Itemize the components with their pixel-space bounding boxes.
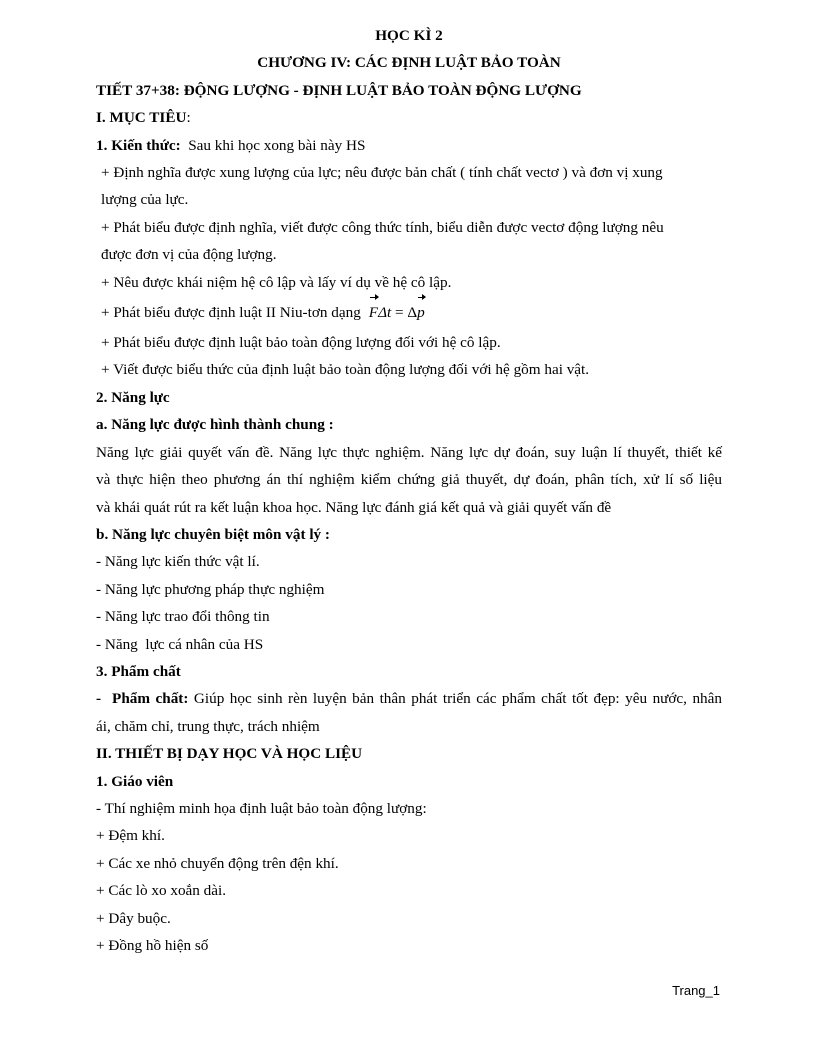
general-competence-line-1: Năng lực giải quyết vấn đề. Năng lực thực nghiệm. Năng lực dự đoán, suy luận lí thuyết, thiết kế xyxy=(96,443,722,461)
knowledge-item-3: + Nêu được khái niệm hệ cô lập và lấy ví dụ về hệ cô lập. xyxy=(101,273,452,291)
delta-symbol: Δ xyxy=(407,304,418,322)
specific-competence-item: - Năng lực trao đổi thông tin xyxy=(96,608,270,626)
equipment-item: - Thí nghiệm minh họa định luật bảo toàn động lượng: xyxy=(96,799,427,817)
competence-heading: 2. Năng lực xyxy=(96,388,170,406)
chapter-heading: CHƯƠNG IV: CÁC ĐỊNH LUẬT BẢO TOÀN xyxy=(257,54,561,72)
page-number: Trang_1 xyxy=(672,983,720,998)
quality-heading: 3. Phẩm chất xyxy=(96,662,181,680)
knowledge-item-4-text: + Phát biểu được định luật II Niu-tơn dạng xyxy=(101,304,361,322)
knowledge-item-5: + Phát biểu được định luật bảo toàn động lượng đối với hệ cô lập. xyxy=(101,334,501,352)
general-competence-line-3: và khái quát rút ra kết luận khoa học. Năng lực đánh giá kết quả và giải quyết vấn đề xyxy=(96,498,612,516)
section-equipment-title: II. THIẾT BỊ DẠY HỌC VÀ HỌC LIỆU xyxy=(96,745,363,763)
equals-symbol: = xyxy=(391,304,408,322)
newton-formula xyxy=(369,296,425,329)
knowledge-item-4 xyxy=(96,296,722,329)
knowledge-item-6: + Viết được biểu thức của định luật bảo toàn động lượng đối với hệ gồm hai vật. xyxy=(101,361,590,379)
equipment-item: + Dây buộc. xyxy=(96,909,171,927)
knowledge-item-1a: + Định nghĩa được xung lượng của lực; nêu được bản chất ( tính chất vectơ ) và đơn vị xung xyxy=(101,164,663,182)
lesson-heading: TIẾT 37+38: ĐỘNG LƯỢNG - ĐỊNH LUẬT BẢO TOÀN ĐỘNG LƯỢNG xyxy=(96,81,582,99)
document-page xyxy=(96,22,722,959)
general-competence-line-2: và thực hiện theo phương án thí nghiệm kiểm chứng giả thuyết, dự đoán, phân tích, xử lí số liệu xyxy=(96,471,722,489)
delta-t-symbol: Δt xyxy=(378,304,392,322)
equipment-item: + Đồng hồ hiện số xyxy=(96,937,209,954)
quality-line-1 xyxy=(96,685,722,712)
knowledge-item-1b: lượng của lực. xyxy=(101,191,189,209)
quality-line-2: ái, chăm chỉ, trung thực, trách nhiệm xyxy=(96,717,320,735)
momentum-vector-symbol: p xyxy=(417,296,425,329)
equipment-item: + Các lò xo xoắn dài. xyxy=(96,882,227,900)
knowledge-heading-line xyxy=(96,132,722,159)
quality-text-1: Giúp học sinh rèn luyện bản thân phát triển các phẩm chất tốt đẹp: yêu nước, nhân xyxy=(188,690,722,708)
section-objectives-title xyxy=(96,104,722,131)
knowledge-item-2b: được đơn vị của động lượng. xyxy=(101,246,277,264)
teacher-heading: 1. Giáo viên xyxy=(96,772,174,790)
knowledge-intro: Sau khi học xong bài này HS xyxy=(180,136,366,154)
knowledge-item-2a: + Phát biểu được định nghĩa, viết được công thức tính, biểu diễn được vectơ động lượng nêu xyxy=(101,218,664,236)
specific-competence-item: - Năng lực cá nhân của HS xyxy=(96,635,264,653)
equipment-item: + Các xe nhỏ chuyển động trên đện khí. xyxy=(96,854,339,872)
equipment-item: + Đệm khí. xyxy=(96,827,165,845)
quality-label: - Phẩm chất: xyxy=(96,690,189,708)
specific-competence-item: - Năng lực kiến thức vật lí. xyxy=(96,553,260,571)
section-objectives-label: I. MỤC TIÊU xyxy=(96,109,187,127)
specific-competence-item: - Năng lực phương pháp thực nghiệm xyxy=(96,580,325,598)
specific-competence-heading: b. Năng lực chuyên biệt môn vật lý : xyxy=(96,525,330,543)
general-competence-heading: a. Năng lực được hình thành chung : xyxy=(96,416,334,434)
knowledge-heading: 1. Kiến thức: xyxy=(96,136,181,154)
section-objectives-colon: : xyxy=(186,109,191,127)
force-vector-symbol: F xyxy=(369,296,378,329)
term-heading: HỌC KÌ 2 xyxy=(375,27,443,44)
